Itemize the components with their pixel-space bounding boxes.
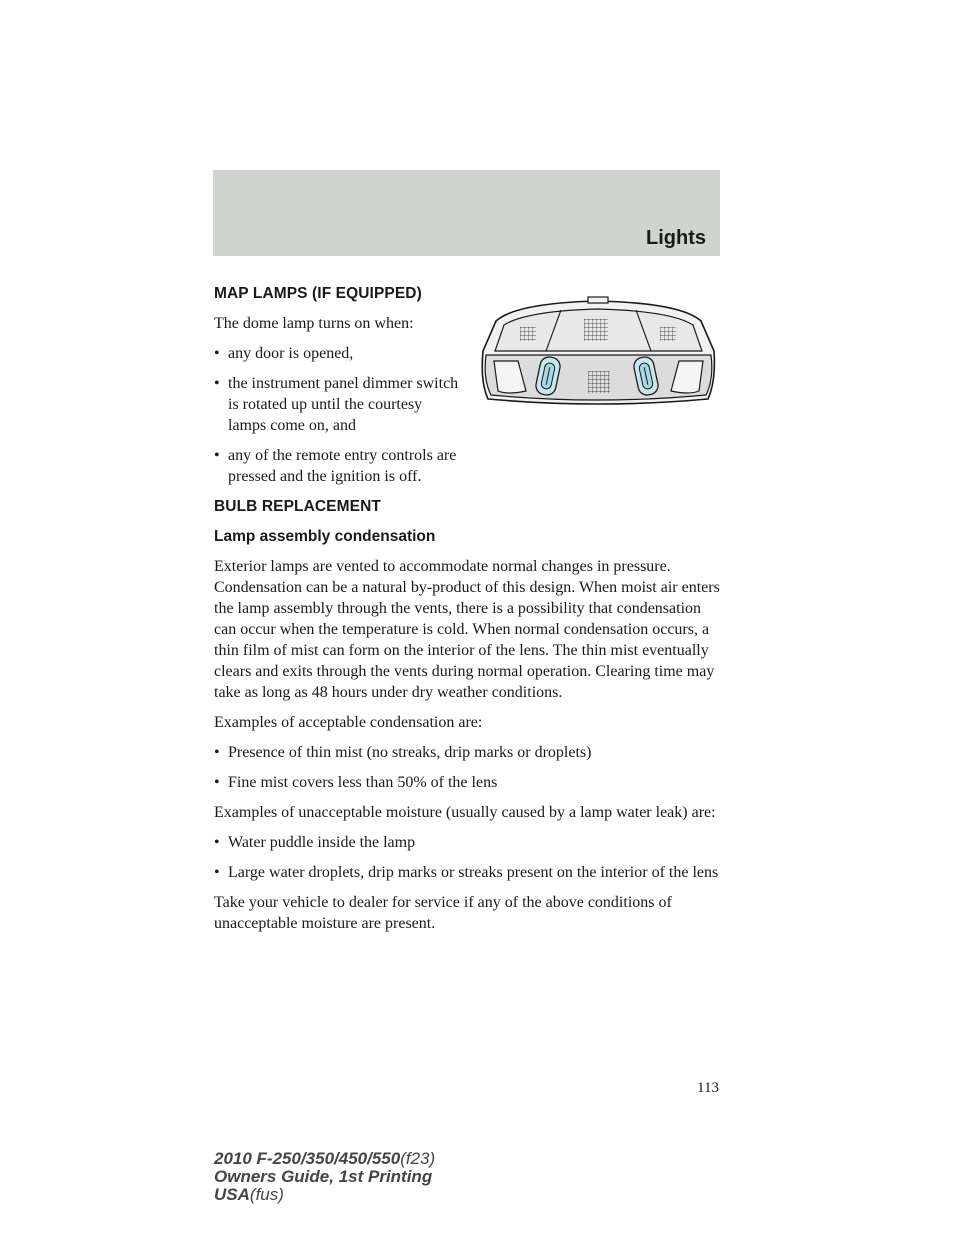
footer [214,1150,435,1204]
page-content [214,283,720,943]
footer-line-2: Owners Guide, 1st Printing [214,1167,433,1186]
map-lamps-list [214,343,459,487]
list-item: • any door is opened, [214,343,459,364]
map-lamps-section [214,283,720,487]
condensation-subheading: Lamp assembly condensation [214,528,436,545]
section-title: Lights [646,227,706,249]
map-lamps-intro: The dome lamp turns on when: [214,315,414,332]
page-number: 113 [697,1080,719,1096]
map-lamps-heading: MAP LAMPS (IF EQUIPPED) [214,285,422,302]
list-item: • Fine mist covers less than 50% of the lens [214,772,720,793]
list-item: • the instrument panel dimmer switch is rotated up until the courtesy lamps come on, and [214,373,459,436]
acceptable-list [214,742,720,793]
list-item: • Large water droplets, drip marks or streaks present on the interior of the lens [214,862,720,883]
footer-region-code: (fus) [249,1185,284,1204]
list-item: • any of the remote entry controls are pressed and the ignition is off. [214,445,459,487]
footer-model: 2010 F-250/350/450/550 [214,1149,401,1168]
footer-region: USA [214,1185,250,1204]
footer-model-code: (f23) [400,1149,436,1168]
map-lamp-illustration [476,291,721,409]
closing-paragraph: Take your vehicle to dealer for service if any of the above conditions of unacceptable moisture are present. [214,894,672,932]
list-item: • Water puddle inside the lamp [214,832,720,853]
condensation-paragraph: Exterior lamps are vented to accommodate normal changes in pressure. Condensation can be a natural by-product of this design. When moist air enters the lamp assembly through the vents, there is a possibility that condensation can occur when the temperature is cold. When normal condensation occurs, a thin film of mist can form on the interior of the lens. The thin mist eventually clears and exits through the vents during normal operation. Clearing time may take as long as 48 hours under dry weather conditions. [214,558,720,701]
acceptable-intro: Examples of acceptable condensation are: [214,714,483,731]
section-header-band [213,170,720,256]
unacceptable-list [214,832,720,883]
footer-line-3 [214,1186,435,1204]
footer-line-1 [214,1150,435,1168]
bulb-replacement-heading: BULB REPLACEMENT [214,498,381,515]
list-item: • Presence of thin mist (no streaks, drip marks or droplets) [214,742,720,763]
unacceptable-intro: Examples of unacceptable moisture (usually caused by a lamp water leak) are: [214,804,716,821]
